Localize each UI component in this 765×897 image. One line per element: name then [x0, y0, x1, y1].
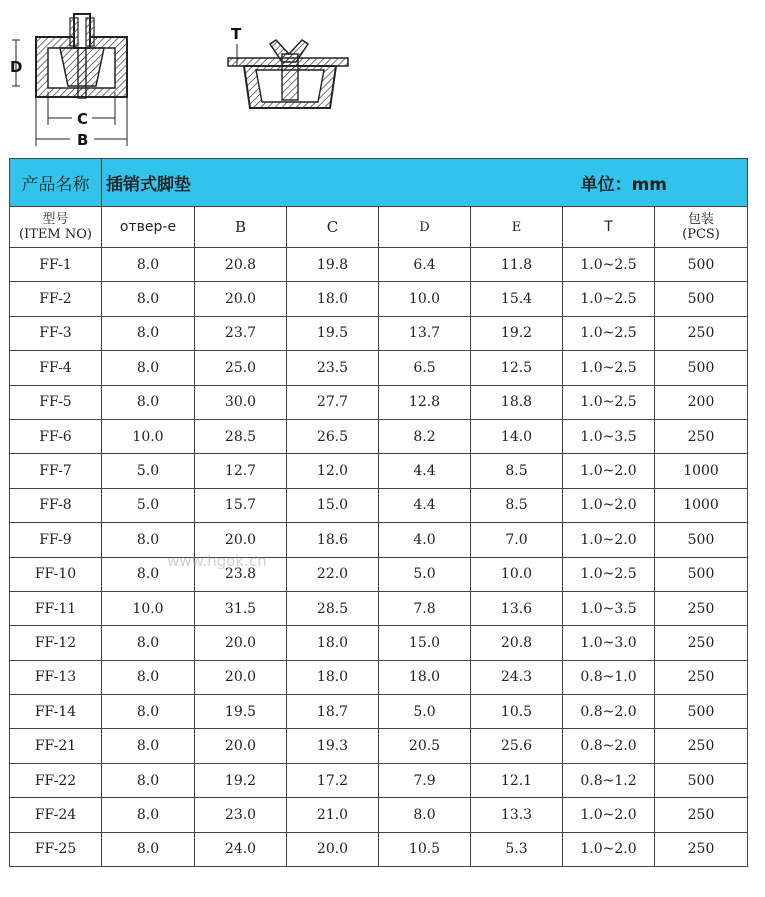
table-cell: 15.0: [287, 488, 379, 522]
table-cell: 20.0: [195, 523, 287, 557]
table-cell: 1.0~2.5: [563, 248, 655, 282]
table-cell: FF-11: [10, 591, 102, 625]
table-cell: 10.0: [379, 282, 471, 316]
table-cell: FF-12: [10, 626, 102, 660]
table-row: [10, 557, 748, 591]
table-cell: 0.8~1.0: [563, 660, 655, 694]
table-cell: 25.0: [195, 351, 287, 385]
table-cell: 10.0: [102, 419, 195, 453]
table-row: [10, 419, 748, 453]
unit-label: 单位：mm: [471, 159, 748, 207]
col-header-e: E: [471, 207, 563, 248]
table-cell: 23.0: [195, 798, 287, 832]
table-row: [10, 523, 748, 557]
table-cell: 1.0~2.0: [563, 798, 655, 832]
table-cell: 250: [655, 798, 748, 832]
table-cell: 5.0: [379, 557, 471, 591]
table-cell: 12.8: [379, 385, 471, 419]
table-cell: 250: [655, 591, 748, 625]
table-cell: FF-24: [10, 798, 102, 832]
table-cell: 8.0: [102, 626, 195, 660]
table-cell: 13.3: [471, 798, 563, 832]
table-cell: 12.0: [287, 454, 379, 488]
col-header-packing-line1: 包装: [688, 212, 715, 227]
table-cell: 4.4: [379, 454, 471, 488]
table-cell: FF-6: [10, 419, 102, 453]
table-cell: 10.5: [471, 695, 563, 729]
table-cell: 1.0~2.5: [563, 385, 655, 419]
dim-label-d: D: [10, 58, 23, 76]
table-cell: 10.0: [102, 591, 195, 625]
table-cell: 19.5: [195, 695, 287, 729]
table-cell: 0.8~1.2: [563, 763, 655, 797]
table-cell: 250: [655, 729, 748, 763]
table-cell: 8.0: [102, 798, 195, 832]
table-cell: 20.8: [471, 626, 563, 660]
table-cell: 1.0~2.5: [563, 557, 655, 591]
table-cell: 14.0: [471, 419, 563, 453]
table-cell: 250: [655, 316, 748, 350]
table-cell: 1.0~2.5: [563, 351, 655, 385]
table-cell: 250: [655, 832, 748, 866]
table-cell: 17.2: [287, 763, 379, 797]
table-cell: FF-1: [10, 248, 102, 282]
table-cell: 20.5: [379, 729, 471, 763]
table-cell: 18.7: [287, 695, 379, 729]
table-row: [10, 488, 748, 522]
table-cell: 23.8: [195, 557, 287, 591]
table-cell: FF-2: [10, 282, 102, 316]
table-cell: FF-14: [10, 695, 102, 729]
table-cell: 12.1: [471, 763, 563, 797]
table-cell: 5.0: [102, 488, 195, 522]
technical-drawing: [0, 0, 765, 155]
table-cell: 30.0: [195, 385, 287, 419]
table-cell: 26.5: [287, 419, 379, 453]
table-cell: 11.8: [471, 248, 563, 282]
col-header-c: C: [287, 207, 379, 248]
table-cell: 7.9: [379, 763, 471, 797]
table-cell: FF-13: [10, 660, 102, 694]
table-row: [10, 351, 748, 385]
product-name-label: 产品名称: [10, 159, 102, 207]
table-cell: 8.0: [379, 798, 471, 832]
table-cell: 20.0: [195, 660, 287, 694]
table-cell: 8.2: [379, 419, 471, 453]
table-cell: 8.0: [102, 557, 195, 591]
table-cell: 1.0~2.0: [563, 832, 655, 866]
table-cell: 8.5: [471, 488, 563, 522]
pin-foot-section-drawing: [12, 14, 127, 146]
table-cell: 18.8: [471, 385, 563, 419]
table-cell: 28.5: [195, 419, 287, 453]
table-cell: 20.0: [195, 626, 287, 660]
table-cell: FF-22: [10, 763, 102, 797]
table-cell: 20.0: [195, 282, 287, 316]
table-cell: 0.8~2.0: [563, 695, 655, 729]
table-cell: 500: [655, 557, 748, 591]
col-header-d: D: [379, 207, 471, 248]
table-cell: 500: [655, 695, 748, 729]
col-header-t: T: [563, 207, 655, 248]
table-cell: 12.5: [471, 351, 563, 385]
table-cell: 10.5: [379, 832, 471, 866]
table-cell: 8.0: [102, 695, 195, 729]
table-cell: 25.6: [471, 729, 563, 763]
dim-label-t: T: [231, 25, 242, 43]
table-cell: 19.5: [287, 316, 379, 350]
table-cell: 18.0: [287, 626, 379, 660]
spec-table: [9, 158, 748, 867]
table-cell: 23.5: [287, 351, 379, 385]
table-cell: 19.2: [471, 316, 563, 350]
product-name: 插销式脚垫: [102, 159, 471, 207]
table-cell: 19.2: [195, 763, 287, 797]
table-cell: 500: [655, 763, 748, 797]
col-header-item-no: [10, 207, 102, 248]
table-cell: 500: [655, 282, 748, 316]
table-cell: 250: [655, 626, 748, 660]
table-cell: 0.8~2.0: [563, 729, 655, 763]
column-header-row: [10, 207, 748, 248]
table-cell: 15.4: [471, 282, 563, 316]
dim-label-b: B: [77, 131, 89, 149]
table-cell: 18.0: [379, 660, 471, 694]
table-cell: 15.0: [379, 626, 471, 660]
table-cell: 7.0: [471, 523, 563, 557]
col-header-packing: [655, 207, 748, 248]
table-cell: 500: [655, 351, 748, 385]
table-cell: FF-7: [10, 454, 102, 488]
table-cell: 8.0: [102, 385, 195, 419]
table-cell: 8.0: [102, 351, 195, 385]
table-row: [10, 832, 748, 866]
table-cell: 8.0: [102, 660, 195, 694]
table-cell: FF-25: [10, 832, 102, 866]
table-cell: 5.3: [471, 832, 563, 866]
table-cell: FF-3: [10, 316, 102, 350]
table-cell: 8.0: [102, 316, 195, 350]
table-cell: 1.0~2.5: [563, 316, 655, 350]
col-header-b: B: [195, 207, 287, 248]
table-cell: 24.0: [195, 832, 287, 866]
table-cell: 20.8: [195, 248, 287, 282]
table-cell: 31.5: [195, 591, 287, 625]
table-cell: 13.6: [471, 591, 563, 625]
table-cell: 250: [655, 419, 748, 453]
table-cell: FF-21: [10, 729, 102, 763]
table-cell: 19.8: [287, 248, 379, 282]
table-cell: 4.0: [379, 523, 471, 557]
table-cell: 18.0: [287, 660, 379, 694]
table-row: [10, 798, 748, 832]
table-cell: 12.7: [195, 454, 287, 488]
table-cell: 20.0: [287, 832, 379, 866]
table-cell: 1.0~2.0: [563, 523, 655, 557]
table-cell: 18.0: [287, 282, 379, 316]
table-row: [10, 385, 748, 419]
table-cell: 1.0~3.0: [563, 626, 655, 660]
table-cell: 1.0~2.5: [563, 282, 655, 316]
table-cell: 20.0: [195, 729, 287, 763]
table-cell: 4.4: [379, 488, 471, 522]
dim-label-c: C: [77, 110, 89, 128]
table-cell: FF-10: [10, 557, 102, 591]
table-cell: 1.0~3.5: [563, 419, 655, 453]
table-cell: 18.6: [287, 523, 379, 557]
table-cell: 8.0: [102, 282, 195, 316]
title-row: [10, 159, 748, 207]
col-header-item-no-line1: 型号: [42, 212, 69, 227]
table-cell: 250: [655, 660, 748, 694]
table-cell: 500: [655, 248, 748, 282]
table-cell: 19.3: [287, 729, 379, 763]
table-cell: 8.5: [471, 454, 563, 488]
table-row: [10, 316, 748, 350]
pin-foot-installed-drawing: [228, 40, 348, 108]
table-cell: 8.0: [102, 832, 195, 866]
table-cell: 1000: [655, 488, 748, 522]
table-cell: FF-4: [10, 351, 102, 385]
table-cell: FF-9: [10, 523, 102, 557]
table-row: [10, 591, 748, 625]
table-cell: 8.0: [102, 248, 195, 282]
table-row: [10, 763, 748, 797]
table-row: [10, 248, 748, 282]
table-cell: 7.8: [379, 591, 471, 625]
table-cell: 6.5: [379, 351, 471, 385]
table-row: [10, 282, 748, 316]
table-row: [10, 626, 748, 660]
table-cell: 24.3: [471, 660, 563, 694]
table-cell: 10.0: [471, 557, 563, 591]
table-cell: 1.0~2.0: [563, 488, 655, 522]
table-cell: 13.7: [379, 316, 471, 350]
watermark: www.hgok.cn: [167, 552, 267, 570]
table-cell: 1000: [655, 454, 748, 488]
table-body: [10, 248, 748, 867]
table-row: [10, 660, 748, 694]
table-cell: FF-5: [10, 385, 102, 419]
table-row: [10, 729, 748, 763]
col-header-item-no-line2: (ITEM NO): [19, 227, 92, 242]
table-cell: 200: [655, 385, 748, 419]
table-cell: 1.0~2.0: [563, 454, 655, 488]
table-cell: 500: [655, 523, 748, 557]
table-cell: 5.0: [379, 695, 471, 729]
table-cell: 22.0: [287, 557, 379, 591]
table-cell: 8.0: [102, 729, 195, 763]
table-cell: 15.7: [195, 488, 287, 522]
table-cell: FF-8: [10, 488, 102, 522]
table-cell: 1.0~3.5: [563, 591, 655, 625]
table-cell: 8.0: [102, 763, 195, 797]
table-cell: 5.0: [102, 454, 195, 488]
col-header-packing-line2: (PCS): [682, 227, 720, 242]
col-header-hole: отвер-е: [102, 207, 195, 248]
table-cell: 21.0: [287, 798, 379, 832]
table-cell: 27.7: [287, 385, 379, 419]
table-cell: 28.5: [287, 591, 379, 625]
table-row: [10, 454, 748, 488]
table-cell: 23.7: [195, 316, 287, 350]
table-row: [10, 695, 748, 729]
table-cell: 8.0: [102, 523, 195, 557]
table-cell: 6.4: [379, 248, 471, 282]
